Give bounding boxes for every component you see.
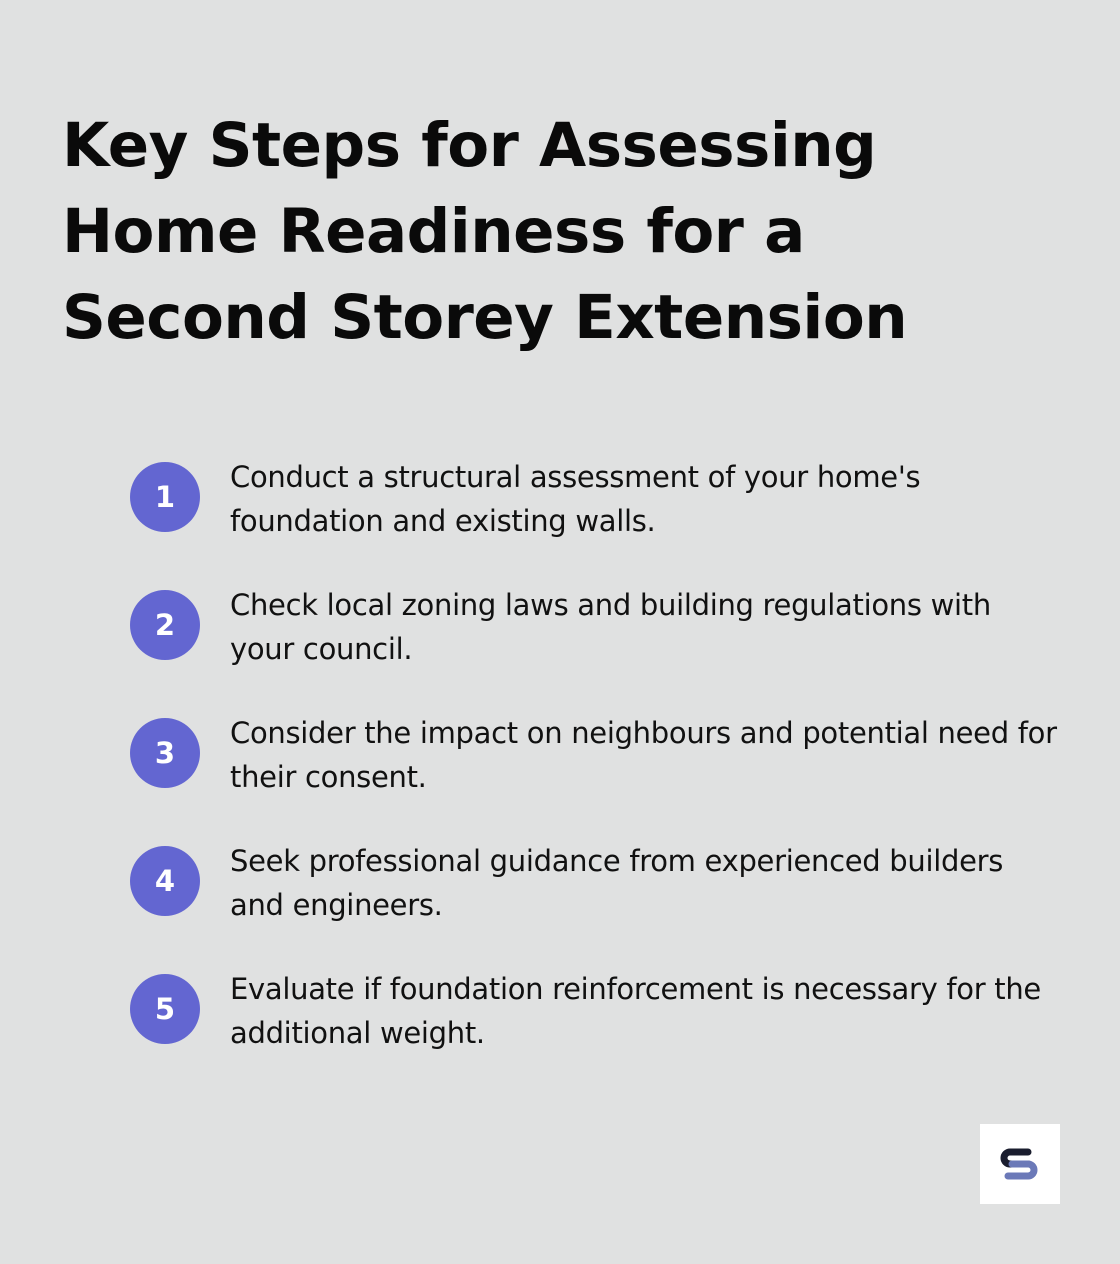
step-number-badge: 3 xyxy=(130,718,200,788)
step-number-badge: 2 xyxy=(130,590,200,660)
steps-list xyxy=(130,455,1060,1095)
step-text: Evaluate if foundation reinforcement is necessary for the additional weight. xyxy=(230,972,1041,1050)
step-text: Consider the impact on neighbours and potential need for their consent. xyxy=(230,716,1057,794)
step-number-badge: 4 xyxy=(130,846,200,916)
step-number-badge: 1 xyxy=(130,462,200,532)
step-text: Conduct a structural assessment of your home's foundation and existing walls. xyxy=(230,460,921,538)
step-number-badge: 5 xyxy=(130,974,200,1044)
step-item xyxy=(130,967,1060,1095)
step-text: Seek professional guidance from experienced builders and engineers. xyxy=(230,844,1004,922)
step-item xyxy=(130,839,1060,967)
step-item xyxy=(130,711,1060,839)
step-item xyxy=(130,583,1060,711)
page-title: Key Steps for Assessing Home Readiness for a Second Storey Extension xyxy=(62,110,908,353)
brand-logo xyxy=(980,1124,1060,1204)
step-item xyxy=(130,455,1060,583)
brand-logo-icon xyxy=(998,1146,1042,1182)
step-text: Check local zoning laws and building regulations with your council. xyxy=(230,588,991,666)
